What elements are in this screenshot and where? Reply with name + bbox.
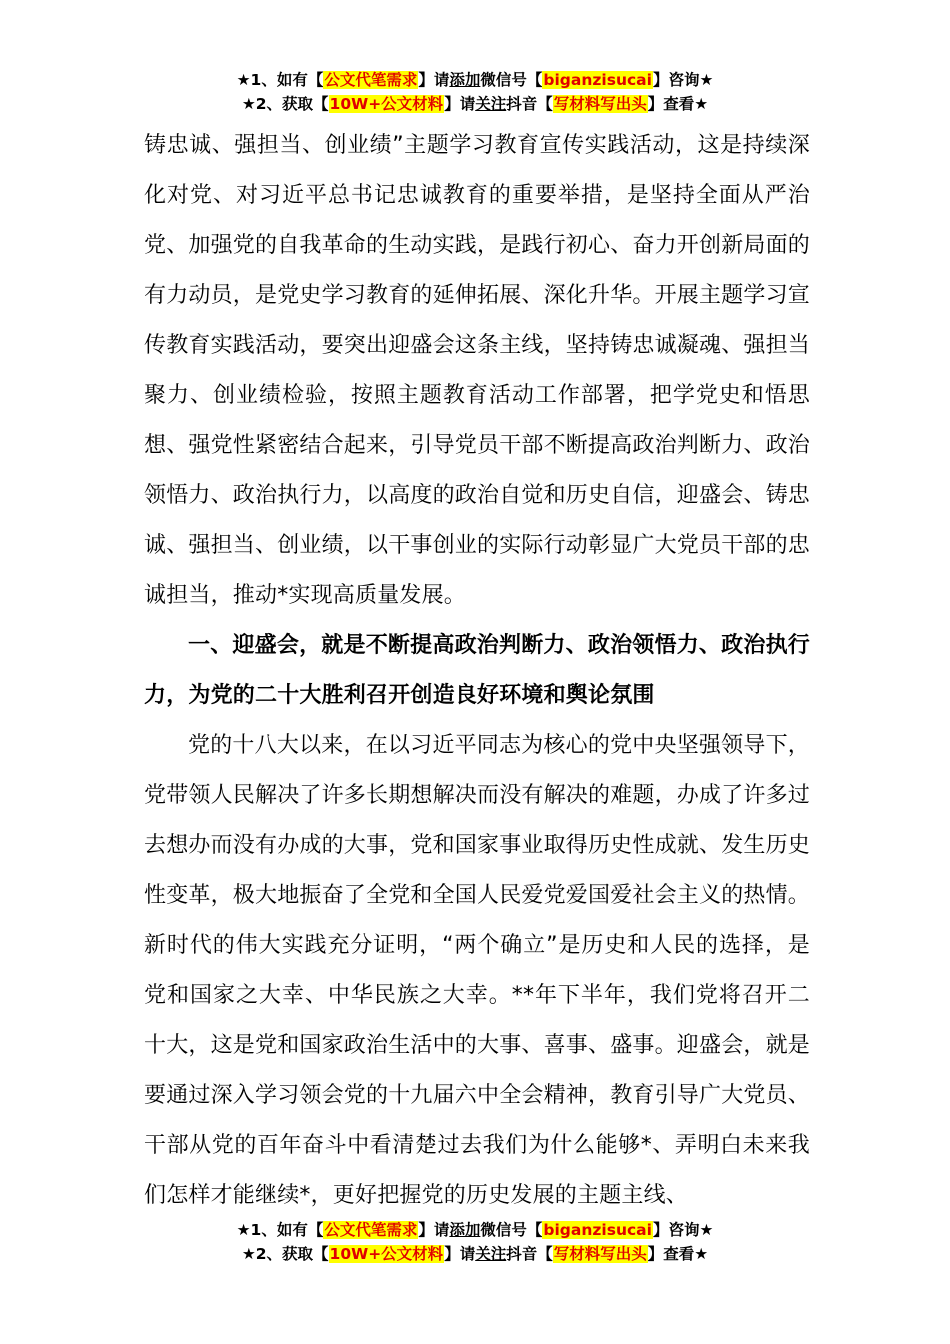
highlight-douyin-account: 写材料写出头 <box>553 1245 647 1263</box>
highlight-materials: 10W+公文材料 <box>329 1245 444 1263</box>
promo-line-1: ★1、如有【公文代笔需求】请添加微信号【biganzisucai】咨询★ <box>236 1221 714 1239</box>
promo-line-2: ★2、获取【10W+公文材料】请关注抖音【写材料写出头】查看★ <box>241 1245 709 1263</box>
promo-line-2: ★2、获取【10W+公文材料】请关注抖音【写材料写出头】查看★ <box>241 95 709 113</box>
bottom-promo-banner <box>0 1218 950 1266</box>
highlight-douyin-account: 写材料写出头 <box>553 95 647 113</box>
highlight-wechat-id: biganzisucai <box>543 71 652 89</box>
top-promo-banner <box>0 68 950 116</box>
document-body <box>144 121 810 1221</box>
highlight-wechat-id: biganzisucai <box>543 1221 652 1239</box>
highlight-ghostwriting: 公文代笔需求 <box>324 71 418 89</box>
promo-line-1: ★1、如有【公文代笔需求】请添加微信号【biganzisucai】咨询★ <box>236 71 714 89</box>
paragraph-2: 党的十八大以来，在以习近平同志为核心的党中央坚强领导下，党带领人民解决了许多长期想解决而没有解决的难题，办成了许多过去想办而没有办成的大事，党和国家事业取得历史性成就、发生历史性变革，极大地振奋了全党和全国人民爱党爱国爱社会主义的热情。新时代的伟大实践充分证明，“两个确立”是历史和人民的选择，是党和国家之大幸、中华民族之大幸。**年下半年，我们党将召开二十大，这是党和国家政治生活中的大事、喜事、盛事。迎盛会，就是要通过深入学习领会党的十九届六中全会精神，教育引导广大党员、干部从党的百年奋斗中看清楚过去我们为什么能够*、弄明白未来我们怎样才能继续*，更好把握党的历史发展的主题主线、 <box>144 733 811 1208</box>
paragraph-1: 铸忠诚、强担当、创业绩”主题学习教育宣传实践活动，这是持续深化对党、对习近平总书记忠诚教育的重要举措，是坚持全面从严治党、加强党的自我革命的生动实践，是践行初心、奋力开创新局面的有力动员，是党史学习教育的延伸拓展、深化升华。开展主题学习宣传教育实践活动，要突出迎盛会这条主线，坚持铸忠诚凝魂、强担当聚力、创业绩检验，按照主题教育活动工作部署，把学党史和悟思想、强党性紧密结合起来，引导党员干部不断提高政治判断力、政治领悟力、政治执行力，以高度的政治自觉和历史自信，迎盛会、铸忠诚、强担当、创业绩，以干事创业的实际行动彰显广大党员干部的忠诚担当，推动*实现高质量发展。 <box>144 133 811 608</box>
section-heading-1: 一、迎盛会，就是不断提高政治判断力、政治领悟力、政治执行力，为党的二十大胜利召开创造良好环境和舆论氛围 <box>144 633 810 708</box>
highlight-materials: 10W+公文材料 <box>329 95 444 113</box>
highlight-ghostwriting: 公文代笔需求 <box>324 1221 418 1239</box>
